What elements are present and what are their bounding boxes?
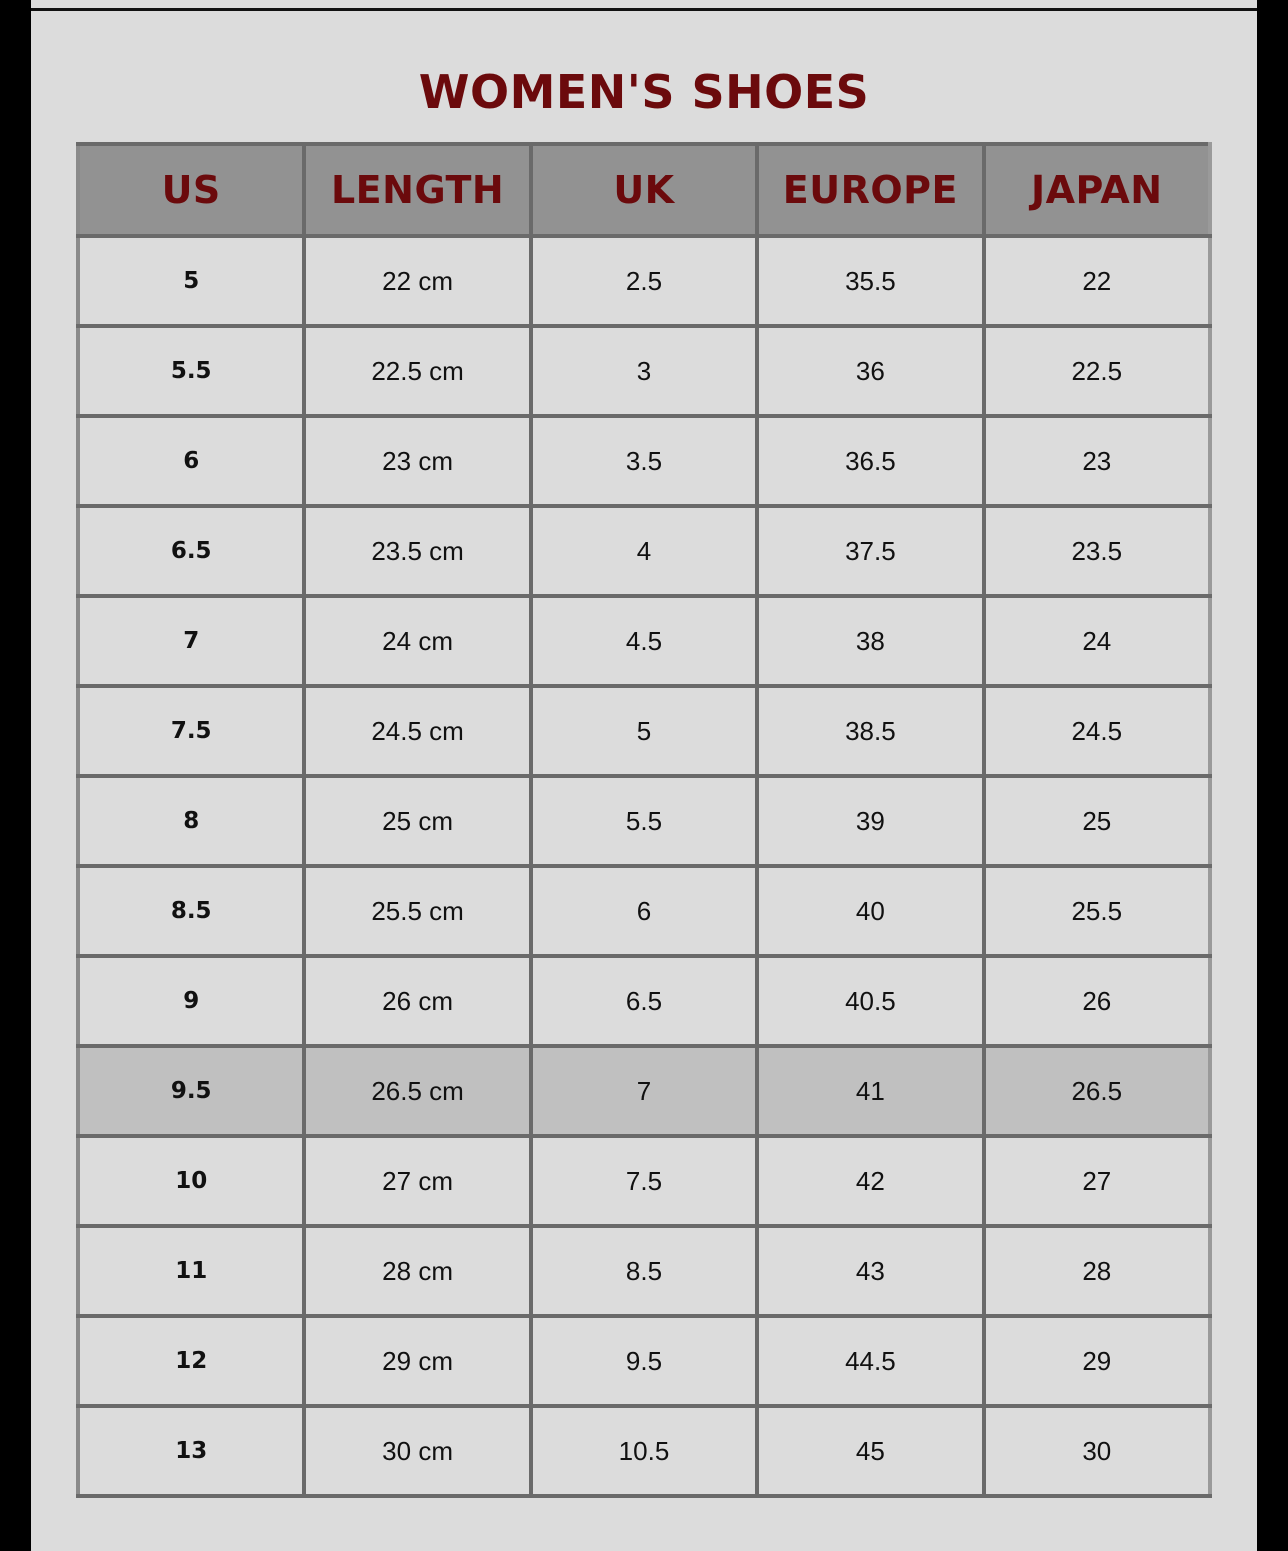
cell-us: 7.5	[78, 686, 304, 776]
cell-length: 30 cm	[304, 1406, 530, 1496]
cell-japan: 30	[984, 1406, 1210, 1496]
column-header-length: LENGTH	[304, 144, 530, 236]
cell-us: 12	[78, 1316, 304, 1406]
cell-us: 6	[78, 416, 304, 506]
table-row	[78, 776, 1210, 866]
cell-us: 9.5	[78, 1046, 304, 1136]
cell-length: 23 cm	[304, 416, 530, 506]
cell-uk: 9.5	[531, 1316, 757, 1406]
cell-uk: 5	[531, 686, 757, 776]
cell-europe: 36	[757, 326, 983, 416]
cell-europe: 41	[757, 1046, 983, 1136]
cell-uk: 6	[531, 866, 757, 956]
cell-us: 9	[78, 956, 304, 1046]
cell-length: 27 cm	[304, 1136, 530, 1226]
table-row	[78, 1406, 1210, 1496]
cell-europe: 40.5	[757, 956, 983, 1046]
cell-japan: 24	[984, 596, 1210, 686]
column-header-uk: UK	[531, 144, 757, 236]
cell-japan: 27	[984, 1136, 1210, 1226]
cell-length: 29 cm	[304, 1316, 530, 1406]
cell-us: 8.5	[78, 866, 304, 956]
column-header-europe: EUROPE	[757, 144, 983, 236]
cell-length: 23.5 cm	[304, 506, 530, 596]
cell-length: 28 cm	[304, 1226, 530, 1316]
cell-japan: 22.5	[984, 326, 1210, 416]
cell-uk: 7	[531, 1046, 757, 1136]
table-row	[78, 1136, 1210, 1226]
cell-length: 22 cm	[304, 236, 530, 326]
cell-us: 8	[78, 776, 304, 866]
cell-length: 25 cm	[304, 776, 530, 866]
cell-europe: 42	[757, 1136, 983, 1226]
cell-length: 24.5 cm	[304, 686, 530, 776]
table-row	[78, 1226, 1210, 1316]
top-divider	[31, 8, 1257, 11]
cell-europe: 43	[757, 1226, 983, 1316]
cell-us: 13	[78, 1406, 304, 1496]
cell-japan: 23.5	[984, 506, 1210, 596]
cell-japan: 29	[984, 1316, 1210, 1406]
cell-japan: 22	[984, 236, 1210, 326]
cell-length: 25.5 cm	[304, 866, 530, 956]
cell-japan: 24.5	[984, 686, 1210, 776]
cell-japan: 26	[984, 956, 1210, 1046]
table-body	[78, 236, 1210, 1496]
cell-length: 22.5 cm	[304, 326, 530, 416]
page-title: WOMEN'S SHOES	[418, 65, 870, 119]
cell-length: 26.5 cm	[304, 1046, 530, 1136]
cell-europe: 38.5	[757, 686, 983, 776]
table-row	[78, 416, 1210, 506]
cell-uk: 10.5	[531, 1406, 757, 1496]
cell-japan: 26.5	[984, 1046, 1210, 1136]
cell-us: 10	[78, 1136, 304, 1226]
cell-uk: 4	[531, 506, 757, 596]
table-row	[78, 686, 1210, 776]
table-row	[78, 1316, 1210, 1406]
column-header-us: US	[78, 144, 304, 236]
cell-europe: 44.5	[757, 1316, 983, 1406]
cell-us: 6.5	[78, 506, 304, 596]
cell-us: 5	[78, 236, 304, 326]
table-row	[78, 596, 1210, 686]
cell-uk: 8.5	[531, 1226, 757, 1316]
cell-uk: 4.5	[531, 596, 757, 686]
column-header-japan: JAPAN	[984, 144, 1210, 236]
cell-europe: 39	[757, 776, 983, 866]
table-header-row	[78, 144, 1210, 236]
table-row	[78, 506, 1210, 596]
cell-uk: 7.5	[531, 1136, 757, 1226]
cell-japan: 25	[984, 776, 1210, 866]
cell-europe: 36.5	[757, 416, 983, 506]
table-row	[78, 326, 1210, 416]
cell-length: 24 cm	[304, 596, 530, 686]
cell-uk: 2.5	[531, 236, 757, 326]
cell-europe: 35.5	[757, 236, 983, 326]
table-row	[78, 1046, 1210, 1136]
cell-us: 11	[78, 1226, 304, 1316]
cell-europe: 37.5	[757, 506, 983, 596]
cell-us: 7	[78, 596, 304, 686]
cell-japan: 23	[984, 416, 1210, 506]
cell-uk: 3.5	[531, 416, 757, 506]
cell-europe: 40	[757, 866, 983, 956]
cell-length: 26 cm	[304, 956, 530, 1046]
table-row	[78, 866, 1210, 956]
cell-uk: 6.5	[531, 956, 757, 1046]
cell-uk: 3	[531, 326, 757, 416]
cell-uk: 5.5	[531, 776, 757, 866]
cell-europe: 38	[757, 596, 983, 686]
size-chart-table	[76, 142, 1212, 1498]
cell-japan: 25.5	[984, 866, 1210, 956]
table-row	[78, 236, 1210, 326]
table-row	[78, 956, 1210, 1046]
cell-europe: 45	[757, 1406, 983, 1496]
cell-japan: 28	[984, 1226, 1210, 1316]
cell-us: 5.5	[78, 326, 304, 416]
